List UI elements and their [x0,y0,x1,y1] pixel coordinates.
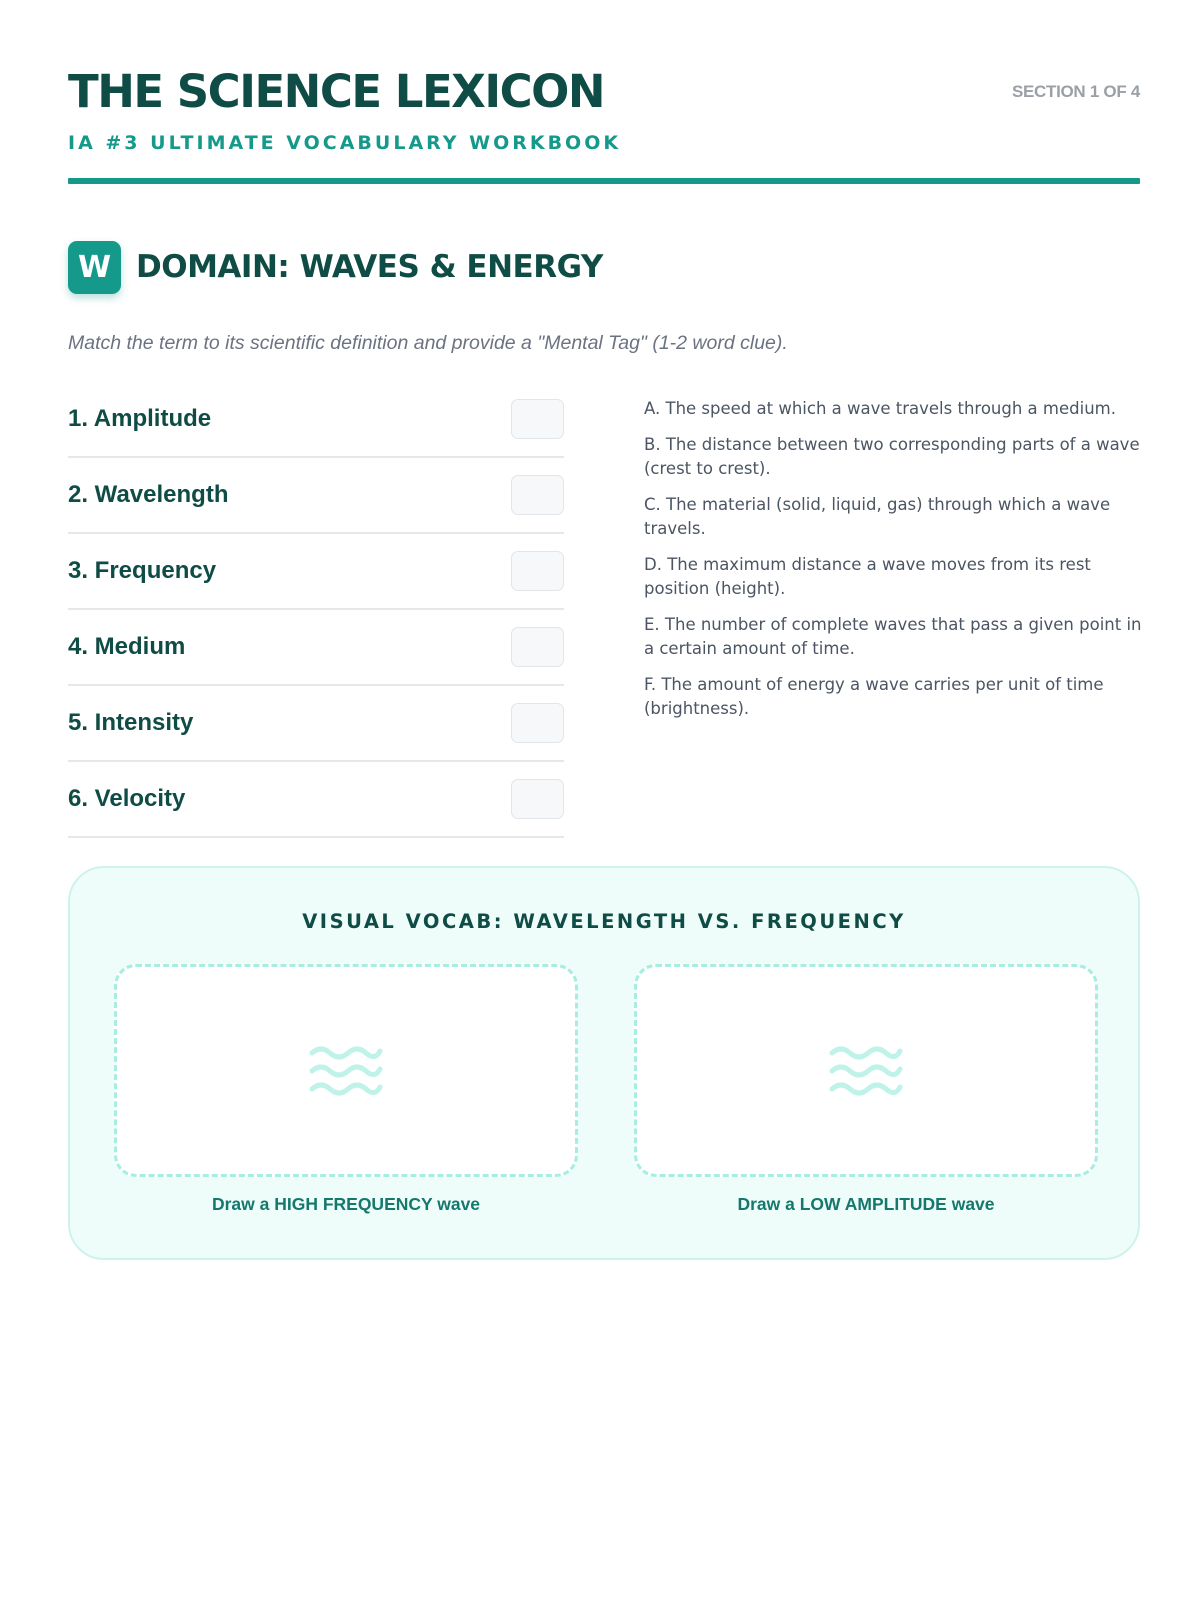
caption-low-amplitude: Draw a LOW AMPLITUDE wave [737,1194,995,1214]
page-subtitle: IA #3 ULTIMATE VOCABULARY WORKBOOK [68,132,622,154]
visual-vocab-title: VISUAL VOCAB: WAVELENGTH VS. FREQUENCY [302,910,906,933]
instructions: Match the term to its scientific definition and provide a "Mental Tag" (1-2 word clue). [68,332,788,354]
waves-icon [308,1043,384,1099]
domain-heading [68,240,603,294]
term-row [68,610,564,686]
section-indicator: SECTION 1 OF 4 [1011,82,1140,101]
definitions-list [644,397,1144,733]
answer-box[interactable] [511,779,564,819]
caption-high-frequency: Draw a HIGH FREQUENCY wave [211,1194,481,1214]
drawing-area-high-frequency[interactable] [114,964,578,1177]
answer-box[interactable] [511,475,564,515]
answer-box[interactable] [511,627,564,667]
definition-item: D. The maximum distance a wave moves from its rest position (height). [644,555,1091,598]
term-label: 4. Medium [68,633,186,660]
term-row [68,382,564,458]
domain-title: DOMAIN: WAVES & ENERGY [136,249,603,285]
page-header [68,64,1140,186]
header-divider [68,178,1140,184]
definition-item: A. The speed at which a wave travels through a medium. [644,399,1116,418]
term-label: 2. Wavelength [68,481,229,508]
term-label: 5. Intensity [68,709,194,736]
term-row [68,686,564,762]
answer-box[interactable] [511,703,564,743]
definition-item: B. The distance between two corresponding parts of a wave (crest to crest). [644,435,1140,478]
definition-item: F. The amount of energy a wave carries per unit of time (brightness). [644,675,1104,718]
page-title: THE SCIENCE LEXICON [68,65,605,118]
waves-icon [828,1043,904,1099]
term-row [68,534,564,610]
domain-badge: W [68,241,121,294]
drawing-area-low-amplitude[interactable] [634,964,1098,1177]
terms-list [68,382,564,838]
term-label: 3. Frequency [68,557,217,584]
answer-box[interactable] [511,399,564,439]
term-label: 1. Amplitude [68,405,212,432]
visual-vocab-panel [68,866,1140,1260]
term-label: 6. Velocity [68,785,186,812]
definition-item: E. The number of complete waves that pass a given point in a certain amount of time. [644,615,1142,658]
term-row [68,458,564,534]
definition-item: C. The material (solid, liquid, gas) through which a wave travels. [644,495,1111,538]
term-row [68,762,564,838]
answer-box[interactable] [511,551,564,591]
